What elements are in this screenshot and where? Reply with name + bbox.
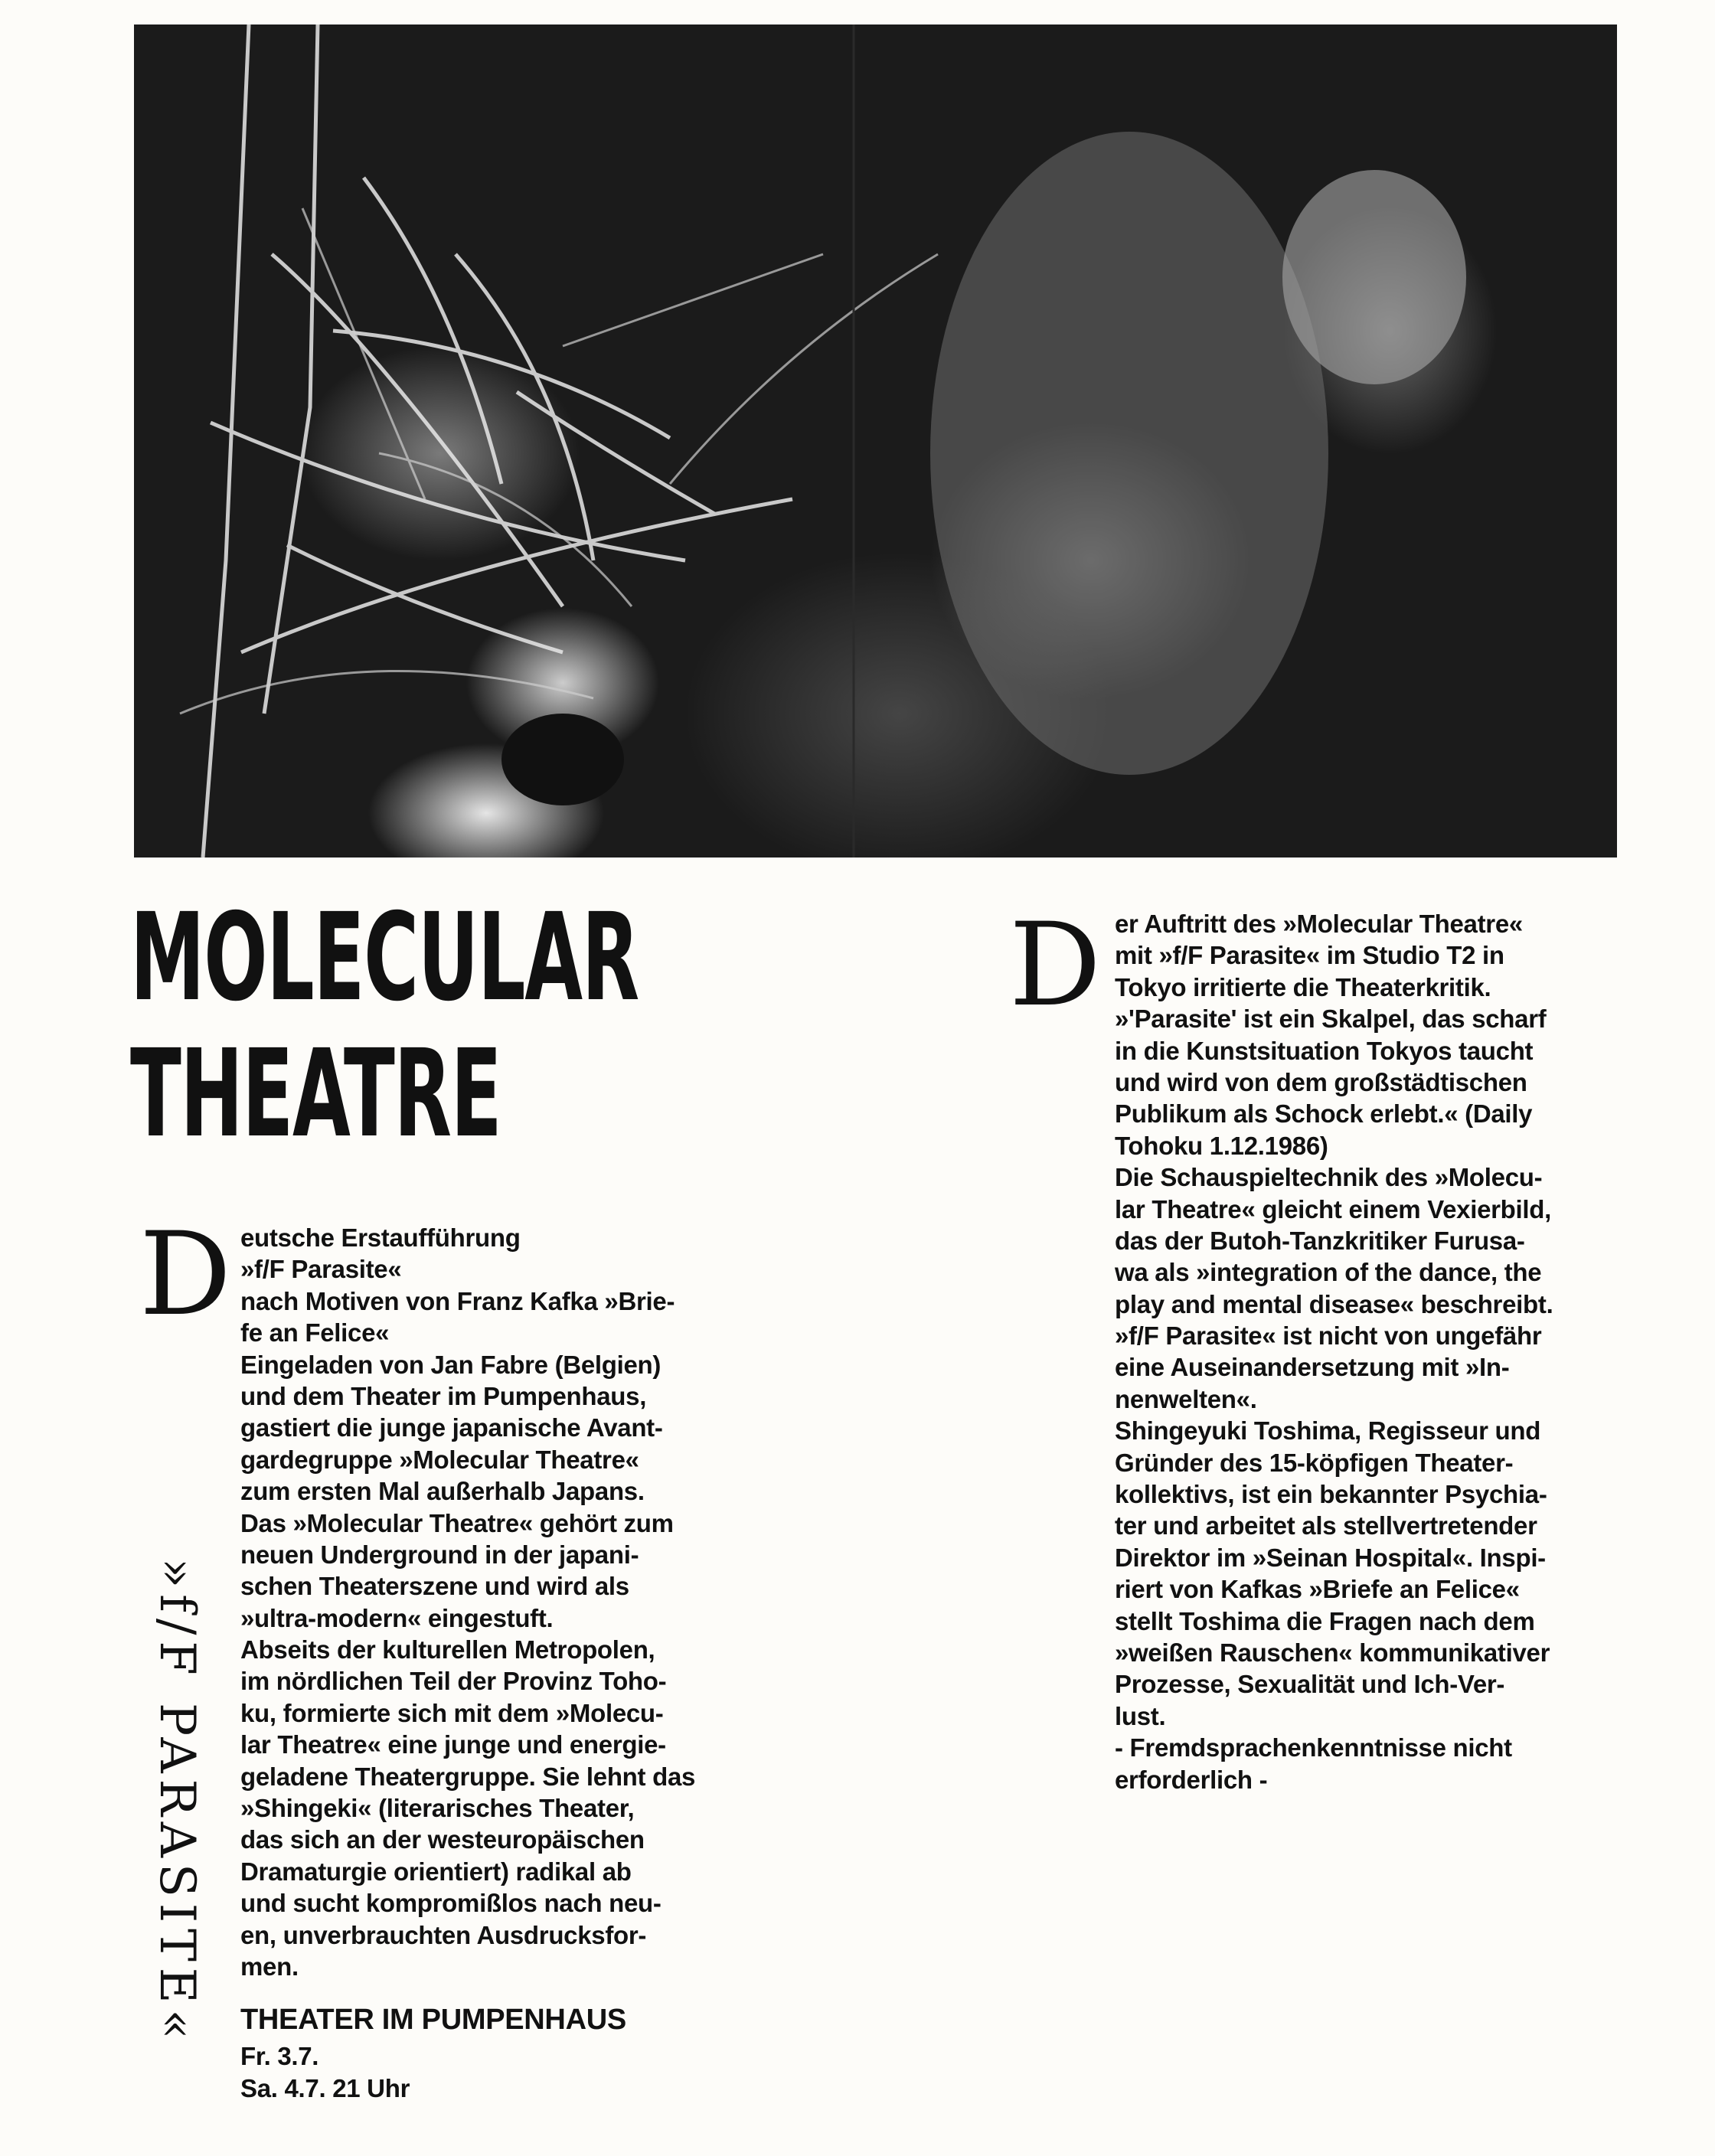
- text-line: »f/F Parasite« ist nicht von ungefähr: [1115, 1321, 1542, 1351]
- text-line: und dem Theater im Pumpenhaus,: [240, 1381, 647, 1410]
- text-line: - Fremdsprachenkenntnisse nicht: [1115, 1733, 1512, 1762]
- text-line: Publikum als Schock erlebt.« (Daily: [1115, 1099, 1533, 1129]
- text-line: in die Kunstsituation Tokyos taucht: [1115, 1036, 1534, 1065]
- event-date-2: Sa. 4.7. 21 Uhr: [240, 2073, 410, 2102]
- title-line-2: THEATRE: [130, 1024, 501, 1165]
- text-line: »Shingeki« (literarisches Theater,: [240, 1794, 635, 1823]
- title-line-1: MOLECULAR: [130, 887, 639, 1028]
- text-line: eine Auseinandersetzung mit »In-: [1115, 1353, 1510, 1382]
- text-line: fe an Felice«: [240, 1318, 390, 1348]
- text-line: Eingeladen von Jan Fabre (Belgien): [240, 1350, 662, 1379]
- text-line: lar Theatre« eine junge und energie-: [240, 1730, 666, 1759]
- text-line: wa als »integration of the dance, the: [1115, 1258, 1542, 1287]
- text-line: er Auftritt des »Molecular Theatre«: [1115, 910, 1523, 938]
- text-line: nach Motiven von Franz Kafka »Brie-: [240, 1286, 675, 1315]
- text-line: Tohoku 1.12.1986): [1115, 1131, 1328, 1160]
- text-line: neuen Underground in der japani-: [240, 1540, 639, 1569]
- text-line: Die Schauspieltechnik des »Molecu-: [1115, 1163, 1543, 1192]
- vertical-subtitle: »f/F PARASITE«: [149, 1558, 205, 2046]
- text-line: Gründer des 15-köpfigen Theater-: [1115, 1448, 1514, 1477]
- left-dropcap: D: [139, 1208, 232, 1341]
- text-line: gardegruppe »Molecular Theatre«: [240, 1445, 639, 1474]
- text-line: das sich an der westeuropäischen: [240, 1825, 645, 1854]
- text-line: das der Butoh-Tanzkritiker Furusa-: [1115, 1226, 1525, 1255]
- text-line: Prozesse, Sexualität und Ich-Ver-: [1115, 1670, 1505, 1699]
- text-line: kollektivs, ist ein bekannter Psychia-: [1115, 1480, 1547, 1509]
- text-line: »ultra-modern« eingestuft.: [240, 1603, 554, 1632]
- text-line: schen Theaterszene und wird als: [240, 1572, 629, 1601]
- text-line: »'Parasite' ist ein Skalpel, das scharf: [1115, 1004, 1547, 1034]
- text-line: zum ersten Mal außerhalb Japans.: [240, 1477, 645, 1506]
- text-line: en, unverbrauchten Ausdrucksfor-: [240, 1920, 647, 1949]
- text-line: men.: [240, 1952, 299, 1981]
- text-line: Direktor im »Seinan Hospital«. Inspi-: [1115, 1543, 1546, 1572]
- text-line: erforderlich -: [1115, 1765, 1268, 1794]
- text-line: Dramaturgie orientiert) radikal ab: [240, 1857, 632, 1886]
- text-line: geladene Theatergruppe. Sie lehnt das: [240, 1762, 696, 1791]
- text-line: ku, formierte sich mit dem »Molecu-: [240, 1698, 664, 1727]
- text-line: mit »f/F Parasite« im Studio T2 in: [1115, 941, 1504, 970]
- text-line: riert von Kafkas »Briefe an Felice«: [1115, 1575, 1520, 1604]
- text-line: Abseits der kulturellen Metropolen,: [240, 1635, 655, 1664]
- text-line: Das »Molecular Theatre« gehört zum: [240, 1508, 674, 1537]
- text-line: ter und arbeitet als stellvertretender: [1115, 1511, 1537, 1540]
- text-line: Shingeyuki Toshima, Regisseur und: [1115, 1416, 1541, 1446]
- left-column: [240, 1222, 695, 1982]
- text-line: eutsche Erstaufführung: [240, 1223, 521, 1252]
- text-line: Tokyo irritierte die Theaterkritik.: [1115, 972, 1491, 1001]
- venue-name: THEATER IM PUMPENHAUS: [240, 2004, 626, 2036]
- text-line: play and mental disease« beschreibt.: [1115, 1289, 1553, 1318]
- right-column: [1115, 908, 1553, 1795]
- text-line: stellt Toshima die Fragen nach dem: [1115, 1606, 1535, 1635]
- page-title: [130, 887, 639, 1165]
- event-info: [240, 2004, 626, 2104]
- event-date-1: Fr. 3.7.: [240, 2042, 319, 2071]
- text-line: »weißen Rauschen« kommunikativer: [1115, 1638, 1550, 1667]
- text-line: nenwelten«.: [1115, 1384, 1257, 1413]
- text-line: »f/F Parasite«: [240, 1255, 402, 1284]
- stage-photo-icon: [134, 24, 1617, 858]
- text-line: gastiert die junge japanische Avant-: [240, 1413, 663, 1442]
- stage-photo: [134, 24, 1617, 858]
- text-line: lust.: [1115, 1701, 1166, 1730]
- text-line: im nördlichen Teil der Provinz Toho-: [240, 1667, 667, 1696]
- right-dropcap: D: [1009, 899, 1102, 1032]
- text-line: und wird von dem großstädtischen: [1115, 1067, 1527, 1096]
- text-line: und sucht kompromißlos nach neu-: [240, 1889, 662, 1918]
- text-line: lar Theatre« gleicht einem Vexierbild,: [1115, 1194, 1551, 1223]
